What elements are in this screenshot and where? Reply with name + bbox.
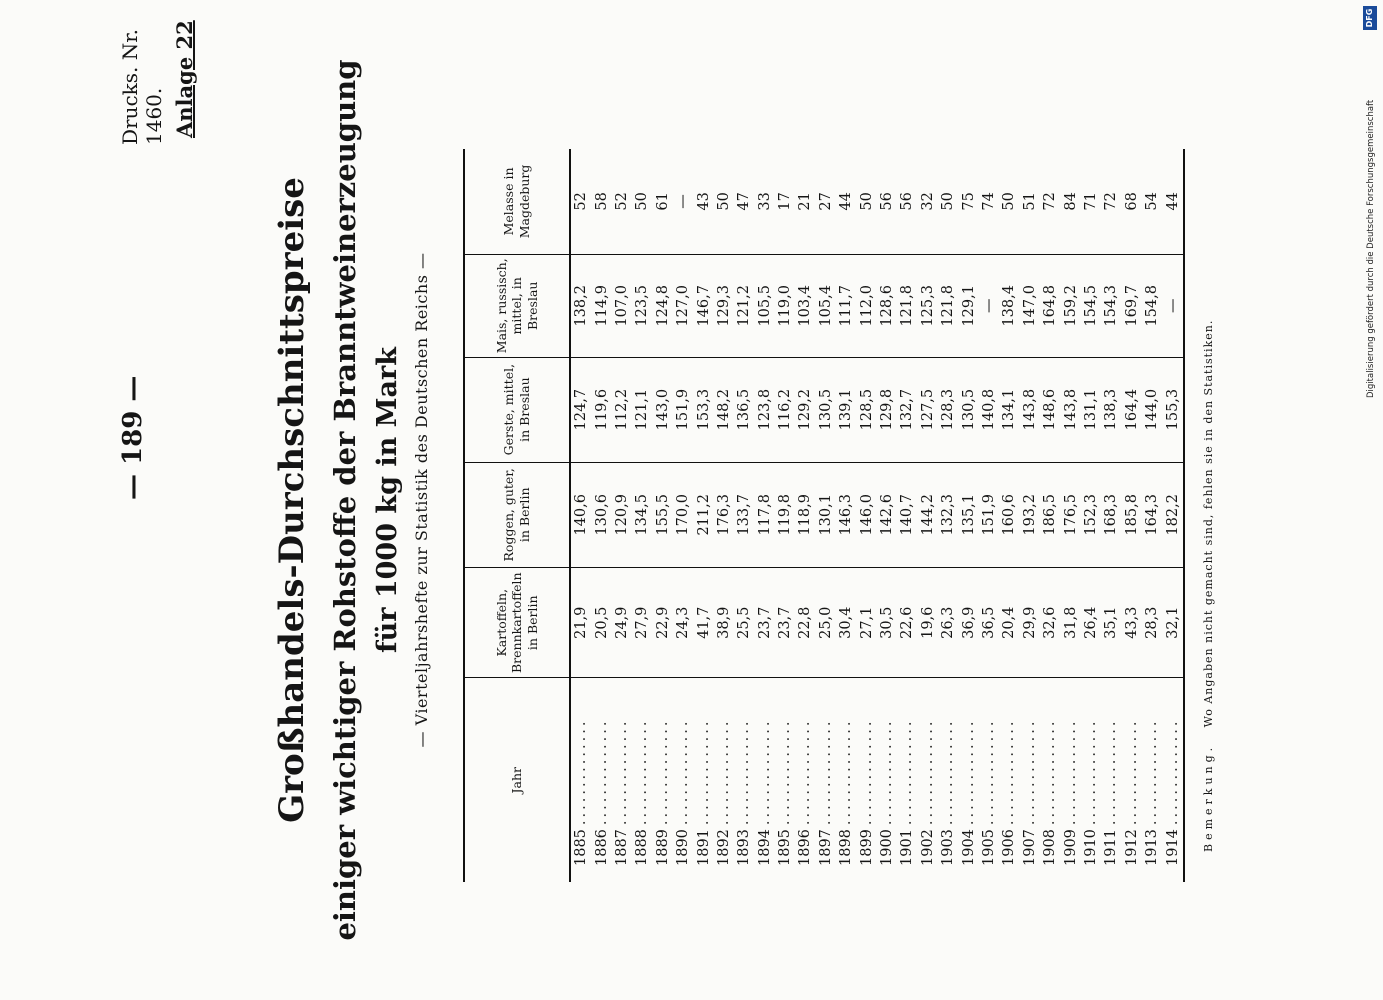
- year-cell: 1895..............: [777, 718, 794, 866]
- maize-price-cell: 138,2: [570, 254, 591, 357]
- molasses-price-cell: 68: [1122, 149, 1142, 254]
- rye-price-cell: 146,3: [836, 462, 856, 568]
- rye-price-cell: 151,9: [979, 462, 999, 568]
- year-cell: 1903..............: [940, 718, 957, 866]
- page-title: Großhandels-Durchschnittspreise: [272, 177, 312, 823]
- table-row: [1101, 149, 1121, 882]
- molasses-price-cell: 44: [836, 149, 856, 254]
- molasses-price-cell: 54: [1142, 149, 1162, 254]
- potato-price-cell: 27,1: [856, 568, 876, 678]
- column-header-year: Jahr: [464, 678, 570, 882]
- barley-price-cell: 143,0: [653, 357, 673, 462]
- unit-line: für 1000 kg in Mark: [372, 347, 403, 654]
- table-row: [999, 149, 1019, 882]
- year-cell: 1886..............: [593, 718, 610, 866]
- table-row: [673, 149, 693, 882]
- rye-price-cell: 155,5: [653, 462, 673, 568]
- maize-price-cell: 129,3: [714, 254, 734, 357]
- table-row: [612, 149, 632, 882]
- molasses-price-cell: 33: [755, 149, 775, 254]
- potato-price-cell: 26,3: [938, 568, 958, 678]
- molasses-price-cell: 50: [938, 149, 958, 254]
- rye-price-cell: 186,5: [1040, 462, 1060, 568]
- price-table: [463, 149, 1185, 882]
- table-row: [1020, 149, 1040, 882]
- potato-price-cell: 24,3: [673, 568, 693, 678]
- maize-price-cell: 147,0: [1020, 254, 1040, 357]
- year-cell: 1910..............: [1082, 718, 1099, 866]
- year-cell: 1905..............: [981, 718, 997, 866]
- year-cell: 1901..............: [899, 718, 916, 866]
- rye-price-cell: 142,6: [877, 462, 897, 568]
- molasses-price-cell: 50: [999, 149, 1019, 254]
- year-cell: 1908..............: [1042, 718, 1059, 866]
- table-row: [1122, 149, 1142, 882]
- maize-price-cell: 146,7: [693, 254, 713, 357]
- molasses-price-cell: 27: [816, 149, 836, 254]
- table-row: [714, 149, 734, 882]
- barley-price-cell: 121,1: [632, 357, 652, 462]
- barley-price-cell: 116,2: [775, 357, 795, 462]
- year-cell: 1890..............: [675, 718, 692, 866]
- molasses-price-cell: 21: [795, 149, 815, 254]
- maize-price-cell: 112,0: [856, 254, 876, 357]
- barley-price-cell: 128,3: [938, 357, 958, 462]
- maize-price-cell: 123,5: [632, 254, 652, 357]
- barley-price-cell: 164,4: [1122, 357, 1142, 462]
- rye-price-cell: 211,2: [693, 462, 713, 568]
- rye-price-cell: 185,8: [1122, 462, 1142, 568]
- maize-price-cell: —: [1162, 254, 1183, 357]
- table-row: [979, 149, 999, 882]
- rye-price-cell: 170,0: [673, 462, 693, 568]
- rye-price-cell: 193,2: [1020, 462, 1040, 568]
- maize-price-cell: 124,8: [653, 254, 673, 357]
- maize-price-cell: 121,8: [938, 254, 958, 357]
- potato-price-cell: 25,5: [734, 568, 754, 678]
- potato-price-cell: 41,7: [693, 568, 713, 678]
- molasses-price-cell: 72: [1101, 149, 1121, 254]
- remark-label: Bemerkung.: [1202, 743, 1215, 852]
- potato-price-cell: 21,9: [570, 568, 591, 678]
- barley-price-cell: 148,2: [714, 357, 734, 462]
- source-line: — Vierteljahrshefte zur Statistik des Deutschen Reichs —: [412, 252, 431, 748]
- potato-price-cell: 43,3: [1122, 568, 1142, 678]
- year-cell: 1893..............: [736, 718, 753, 866]
- barley-price-cell: 130,5: [958, 357, 978, 462]
- table-row: [856, 149, 876, 882]
- year-cell: 1887..............: [613, 718, 630, 866]
- year-cell: 1912..............: [1123, 718, 1140, 866]
- year-cell: 1894..............: [756, 718, 773, 866]
- maize-price-cell: 105,5: [755, 254, 775, 357]
- table-row: [693, 149, 713, 882]
- barley-price-cell: 148,6: [1040, 357, 1060, 462]
- rye-price-cell: 152,3: [1081, 462, 1101, 568]
- rye-price-cell: 135,1: [958, 462, 978, 568]
- barley-price-cell: 112,2: [612, 357, 632, 462]
- rye-price-cell: 133,7: [734, 462, 754, 568]
- column-header-molasses: Melasse in Magdeburg: [464, 149, 570, 254]
- barley-price-cell: 155,3: [1162, 357, 1183, 462]
- year-cell: 1907..............: [1021, 718, 1038, 866]
- potato-price-cell: 25,0: [816, 568, 836, 678]
- year-cell: 1914..............: [1164, 718, 1181, 866]
- potato-price-cell: 19,6: [918, 568, 938, 678]
- maize-price-cell: 107,0: [612, 254, 632, 357]
- maize-price-cell: 114,9: [591, 254, 611, 357]
- potato-price-cell: 22,8: [795, 568, 815, 678]
- molasses-price-cell: 56: [877, 149, 897, 254]
- molasses-price-cell: 74: [979, 149, 999, 254]
- potato-price-cell: 24,9: [612, 568, 632, 678]
- potato-price-cell: 27,9: [632, 568, 652, 678]
- potato-price-cell: 23,7: [755, 568, 775, 678]
- year-cell: 1902..............: [919, 718, 936, 866]
- rye-price-cell: 164,3: [1142, 462, 1162, 568]
- year-cell: 1913..............: [1144, 718, 1161, 866]
- potato-price-cell: 38,9: [714, 568, 734, 678]
- column-header-maize: Mais, russisch, mittel, in Breslau: [464, 254, 570, 357]
- table-row: [653, 149, 673, 882]
- potato-price-cell: 32,1: [1162, 568, 1183, 678]
- molasses-price-cell: 51: [1020, 149, 1040, 254]
- column-header-potatoes: Kartoffeln, Brennkartoffeln in Berlin: [464, 568, 570, 678]
- rye-price-cell: 168,3: [1101, 462, 1121, 568]
- year-cell: 1900..............: [879, 718, 896, 866]
- rye-price-cell: 119,8: [775, 462, 795, 568]
- barley-price-cell: 129,8: [877, 357, 897, 462]
- dfg-logo-icon: DFG: [1363, 6, 1377, 30]
- table-row: [938, 149, 958, 882]
- digitization-credit: Digitalisierung gefördert durch die Deutsche Forschungsgemeinschaft: [1366, 99, 1376, 398]
- molasses-price-cell: 43: [693, 149, 713, 254]
- table-row: [570, 149, 591, 882]
- potato-price-cell: 22,9: [653, 568, 673, 678]
- maize-price-cell: —: [979, 254, 999, 357]
- rye-price-cell: 117,8: [755, 462, 775, 568]
- year-cell: 1911..............: [1103, 718, 1120, 866]
- page-number: — 189 —: [118, 375, 148, 500]
- potato-price-cell: 35,1: [1101, 568, 1121, 678]
- table-row: [918, 149, 938, 882]
- barley-price-cell: 139,1: [836, 357, 856, 462]
- year-cell: 1888..............: [634, 718, 651, 866]
- molasses-price-cell: 58: [591, 149, 611, 254]
- table-row: [775, 149, 795, 882]
- table-row: [1040, 149, 1060, 882]
- barley-price-cell: 153,3: [693, 357, 713, 462]
- barley-price-cell: 144,0: [1142, 357, 1162, 462]
- barley-price-cell: 143,8: [1060, 357, 1080, 462]
- year-cell: 1891..............: [695, 718, 712, 866]
- potato-price-cell: 26,4: [1081, 568, 1101, 678]
- column-header-rye: Roggen, guter, in Berlin: [464, 462, 570, 568]
- rye-price-cell: 144,2: [918, 462, 938, 568]
- table-row: [958, 149, 978, 882]
- maize-price-cell: 105,4: [816, 254, 836, 357]
- maize-price-cell: 121,2: [734, 254, 754, 357]
- rye-price-cell: 176,3: [714, 462, 734, 568]
- maize-price-cell: 129,1: [958, 254, 978, 357]
- table-row: [1142, 149, 1162, 882]
- rye-price-cell: 132,3: [938, 462, 958, 568]
- rye-price-cell: 176,5: [1060, 462, 1080, 568]
- barley-price-cell: 143,8: [1020, 357, 1040, 462]
- potato-price-cell: 36,5: [979, 568, 999, 678]
- molasses-price-cell: 84: [1060, 149, 1080, 254]
- maize-price-cell: 111,7: [836, 254, 856, 357]
- table-row: [734, 149, 754, 882]
- potato-price-cell: 30,4: [836, 568, 856, 678]
- molasses-price-cell: 72: [1040, 149, 1060, 254]
- maize-price-cell: 127,0: [673, 254, 693, 357]
- barley-price-cell: 128,5: [856, 357, 876, 462]
- molasses-price-cell: 50: [714, 149, 734, 254]
- potato-price-cell: 28,3: [1142, 568, 1162, 678]
- year-cell: 1898..............: [838, 718, 855, 866]
- barley-price-cell: 140,8: [979, 357, 999, 462]
- table-header-row: [464, 149, 570, 882]
- barley-price-cell: 129,2: [795, 357, 815, 462]
- year-cell: 1899..............: [858, 718, 875, 866]
- rye-price-cell: 120,9: [612, 462, 632, 568]
- barley-price-cell: 151,9: [673, 357, 693, 462]
- rye-price-cell: 140,7: [897, 462, 917, 568]
- year-cell: 1896..............: [797, 718, 814, 866]
- year-cell: 1897..............: [817, 718, 834, 866]
- remark-note: [1202, 320, 1215, 852]
- table-row: [816, 149, 836, 882]
- rye-price-cell: 130,6: [591, 462, 611, 568]
- remark-text: Wo Angaben nicht gemacht sind, fehlen sie in den Statistiken.: [1202, 319, 1215, 728]
- rye-price-cell: 118,9: [795, 462, 815, 568]
- maize-price-cell: 154,8: [1142, 254, 1162, 357]
- molasses-price-cell: 71: [1081, 149, 1101, 254]
- table-row: [632, 149, 652, 882]
- barley-price-cell: 131,1: [1081, 357, 1101, 462]
- maize-price-cell: 159,2: [1060, 254, 1080, 357]
- potato-price-cell: 30,5: [877, 568, 897, 678]
- table-row: [591, 149, 611, 882]
- appendix-label: Anlage 22: [172, 20, 197, 138]
- year-cell: 1904..............: [960, 718, 977, 866]
- year-cell: 1889..............: [654, 718, 671, 866]
- table-row: [897, 149, 917, 882]
- maize-price-cell: 169,7: [1122, 254, 1142, 357]
- print-reference: Drucks. Nr. 1460.: [118, 29, 166, 145]
- maize-price-cell: 125,3: [918, 254, 938, 357]
- barley-price-cell: 124,7: [570, 357, 591, 462]
- potato-price-cell: 20,4: [999, 568, 1019, 678]
- table-row: [1081, 149, 1101, 882]
- barley-price-cell: 134,1: [999, 357, 1019, 462]
- table-row: [1060, 149, 1080, 882]
- potato-price-cell: 23,7: [775, 568, 795, 678]
- table-row: [836, 149, 856, 882]
- molasses-price-cell: 61: [653, 149, 673, 254]
- barley-price-cell: 136,5: [734, 357, 754, 462]
- potato-price-cell: 29,9: [1020, 568, 1040, 678]
- table-body: [570, 149, 1184, 882]
- maize-price-cell: 128,6: [877, 254, 897, 357]
- molasses-price-cell: 56: [897, 149, 917, 254]
- potato-price-cell: 36,9: [958, 568, 978, 678]
- potato-price-cell: 22,6: [897, 568, 917, 678]
- page-subtitle: einiger wichtiger Rohstoffe der Branntweinerzeugung: [328, 59, 362, 941]
- barley-price-cell: 132,7: [897, 357, 917, 462]
- year-cell: 1885..............: [573, 718, 590, 866]
- molasses-price-cell: 50: [632, 149, 652, 254]
- barley-price-cell: 138,3: [1101, 357, 1121, 462]
- table-row: [1162, 149, 1183, 882]
- maize-price-cell: 119,0: [775, 254, 795, 357]
- potato-price-cell: 31,8: [1060, 568, 1080, 678]
- year-cell: 1909..............: [1062, 718, 1079, 866]
- barley-price-cell: 127,5: [918, 357, 938, 462]
- molasses-price-cell: —: [673, 149, 693, 254]
- potato-price-cell: 20,5: [591, 568, 611, 678]
- potato-price-cell: 32,6: [1040, 568, 1060, 678]
- rye-price-cell: 160,6: [999, 462, 1019, 568]
- rye-price-cell: 146,0: [856, 462, 876, 568]
- column-header-barley: Gerste, mittel, in Breslau: [464, 357, 570, 462]
- maize-price-cell: 164,8: [1040, 254, 1060, 357]
- molasses-price-cell: 32: [918, 149, 938, 254]
- year-cell: 1892..............: [715, 718, 732, 866]
- maize-price-cell: 103,4: [795, 254, 815, 357]
- barley-price-cell: 123,8: [755, 357, 775, 462]
- barley-price-cell: 119,6: [591, 357, 611, 462]
- molasses-price-cell: 52: [612, 149, 632, 254]
- molasses-price-cell: 17: [775, 149, 795, 254]
- molasses-price-cell: 44: [1162, 149, 1183, 254]
- molasses-price-cell: 50: [856, 149, 876, 254]
- barley-price-cell: 130,5: [816, 357, 836, 462]
- table-row: [795, 149, 815, 882]
- molasses-price-cell: 52: [570, 149, 591, 254]
- rye-price-cell: 182,2: [1162, 462, 1183, 568]
- maize-price-cell: 154,5: [1081, 254, 1101, 357]
- table-row: [877, 149, 897, 882]
- molasses-price-cell: 47: [734, 149, 754, 254]
- molasses-price-cell: 75: [958, 149, 978, 254]
- year-cell: 1906..............: [1001, 718, 1018, 866]
- rye-price-cell: 130,1: [816, 462, 836, 568]
- maize-price-cell: 154,3: [1101, 254, 1121, 357]
- table-row: [755, 149, 775, 882]
- rye-price-cell: 140,6: [570, 462, 591, 568]
- maize-price-cell: 138,4: [999, 254, 1019, 357]
- maize-price-cell: 121,8: [897, 254, 917, 357]
- rye-price-cell: 134,5: [632, 462, 652, 568]
